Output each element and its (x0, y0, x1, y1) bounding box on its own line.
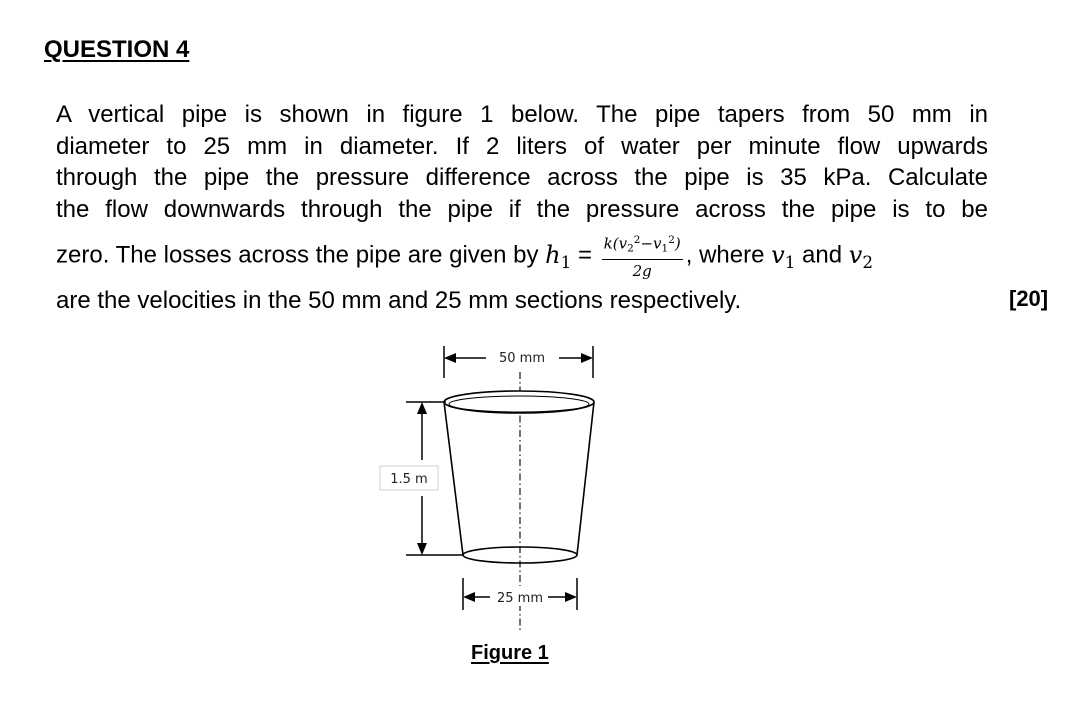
equals-sign: = (571, 241, 599, 269)
height-label: 1.5 m (390, 472, 428, 487)
question-line-3: through the pipe the pressure difference across the pipe is 35 kPa. Calculate (56, 164, 988, 191)
question-line-1: A vertical pipe is shown in figure 1 below. The pipe tapers from 50 mm in (56, 101, 988, 128)
velocity-v2: $v_2$ (848, 240, 874, 272)
question-line-2: diameter to 25 mm in diameter. If 2 liters of water per minute flow upwards (56, 132, 988, 160)
fraction-numerator: $k(v_2^2-v_1^2)$ (602, 231, 683, 260)
fraction-denominator: 2g (632, 262, 652, 281)
bottom-diameter-label: 25 mm (496, 591, 544, 606)
marks-badge: [20] (1009, 286, 1049, 311)
formula-line-prefix: zero. The losses across the pipe are given by (56, 241, 546, 269)
question-line-4: the flow downwards through the pipe if the pressure across the pipe is to be (56, 195, 988, 223)
pipe-figure (366, 320, 616, 640)
question-text (56, 99, 988, 317)
figure-caption: Figure 1 (471, 642, 549, 664)
loss-variable: $h_1$ (545, 240, 572, 272)
formula-and: and (795, 241, 849, 269)
top-diameter-label: 50 mm (498, 351, 546, 366)
loss-formula-fraction (602, 231, 683, 281)
pipe-right-wall (577, 402, 594, 555)
question-line-6: are the velocities in the 50 mm and 25 mm sections respectively. (56, 287, 742, 315)
velocity-v1: $v_1$ (771, 240, 796, 272)
question-heading: QUESTION 4 (44, 36, 190, 63)
pipe-left-wall (444, 402, 463, 555)
formula-line (56, 231, 988, 281)
formula-where: , where (685, 241, 772, 269)
